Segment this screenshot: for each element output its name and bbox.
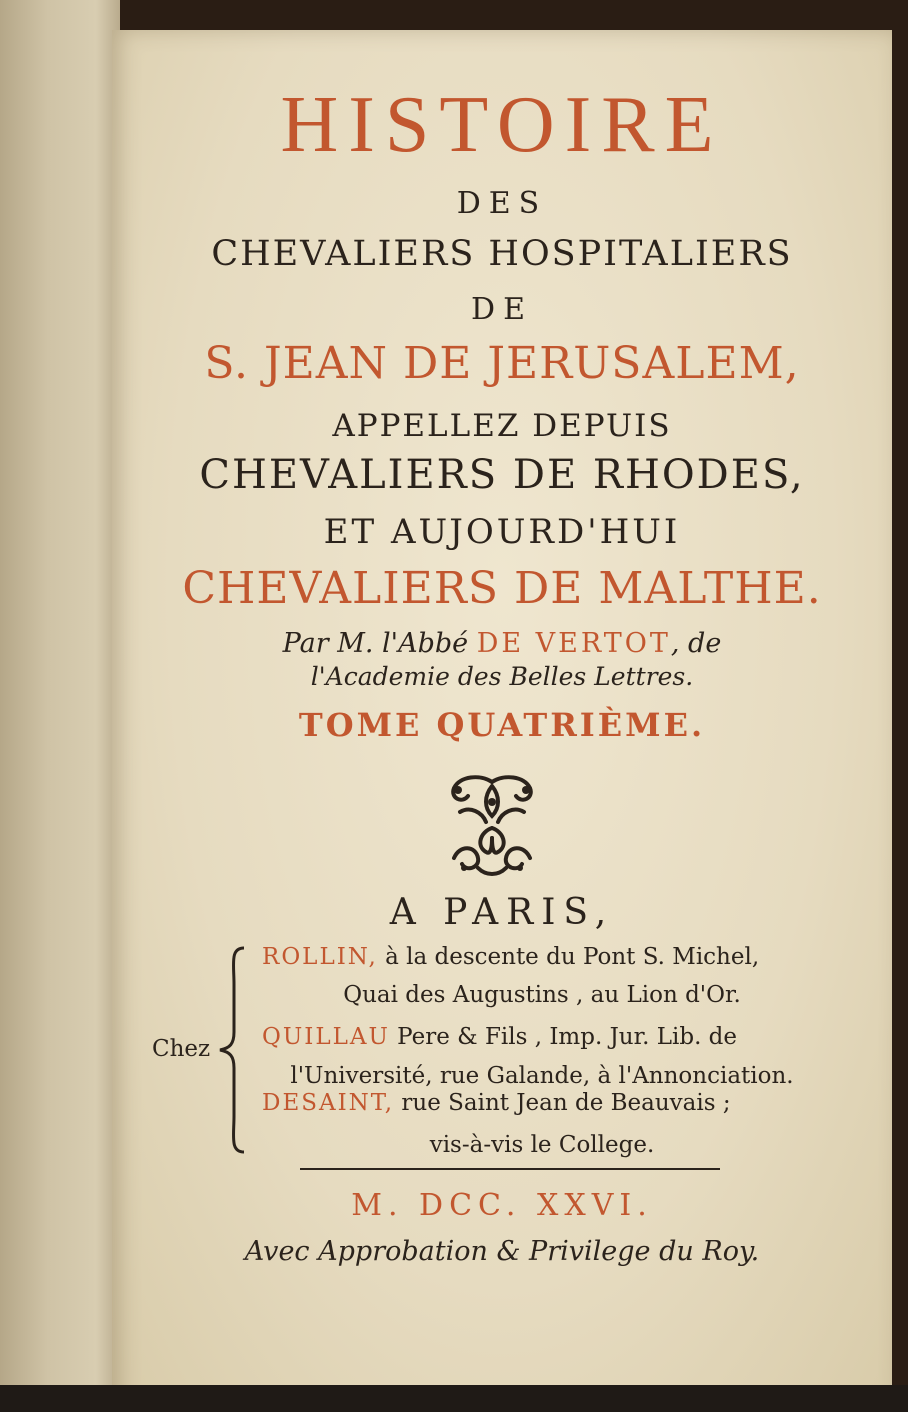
printer-quillau-line2: l'Université, rue Galande, à l'Annonciation. [290, 1063, 794, 1089]
title-des: DES [456, 186, 548, 221]
printer-rollin-line [262, 944, 822, 970]
title-histoire: HISTOIRE [280, 81, 724, 169]
author-name: DE VERTOT [476, 628, 671, 659]
title-chevaliers-de-rhodes: CHEVALIERS DE RHODES, [199, 452, 805, 498]
author-prefix: Par M. l'Abbé [282, 628, 477, 659]
title-chevaliers-hospitaliers: CHEVALIERS HOSPITALIERS [211, 234, 793, 274]
printer-desaint-line2: vis-à-vis le College. [429, 1132, 655, 1158]
title-de: DE [471, 292, 533, 327]
printer-quillau-address: Pere & Fils , Imp. Jur. Lib. de [389, 1024, 738, 1050]
book-cover-bottom [0, 1385, 908, 1412]
author-affiliation: l'Academie des Belles Lettres. [310, 662, 694, 691]
printer-quillau-line [262, 1024, 822, 1050]
divider-rule [300, 1168, 720, 1170]
title-chevaliers-de-malthe: CHEVALIERS DE MALTHE. [182, 563, 822, 614]
imprint-place: A PARIS, [389, 892, 615, 933]
imprint-chez: Chez [152, 1036, 211, 1062]
curly-brace-icon [210, 944, 250, 1156]
tome-label: TOME QUATRIÈME. [298, 706, 706, 744]
printer-rollin-address: à la descente du Pont S. Michel, [377, 944, 760, 970]
printer-quillau-name: QUILLAU [262, 1024, 390, 1050]
approbation-line: Avec Approbation & Privilege du Roy. [244, 1236, 760, 1267]
printer-desaint-address: rue Saint Jean de Beauvais ; [394, 1090, 731, 1116]
title-saint-jean: S. JEAN DE JERUSALEM, [204, 338, 800, 389]
printer-desaint-name: DESAINT, [262, 1090, 395, 1116]
author-suffix: , de [670, 628, 722, 659]
author-line [112, 628, 892, 659]
publication-date: M. DCC. XXVI. [351, 1188, 653, 1223]
book-left-page-edge [0, 0, 120, 1412]
printer-desaint-line [262, 1090, 822, 1116]
title-aujourdhui: ET AUJOURD'HUI [323, 512, 681, 552]
printer-rollin-name: ROLLIN, [262, 944, 378, 970]
title-appellez-depuis: APPELLEZ DEPUIS [332, 408, 672, 444]
printers-ornament-icon [440, 772, 544, 880]
printer-rollin-line2: Quai des Augustins , au Lion d'Or. [343, 982, 741, 1008]
